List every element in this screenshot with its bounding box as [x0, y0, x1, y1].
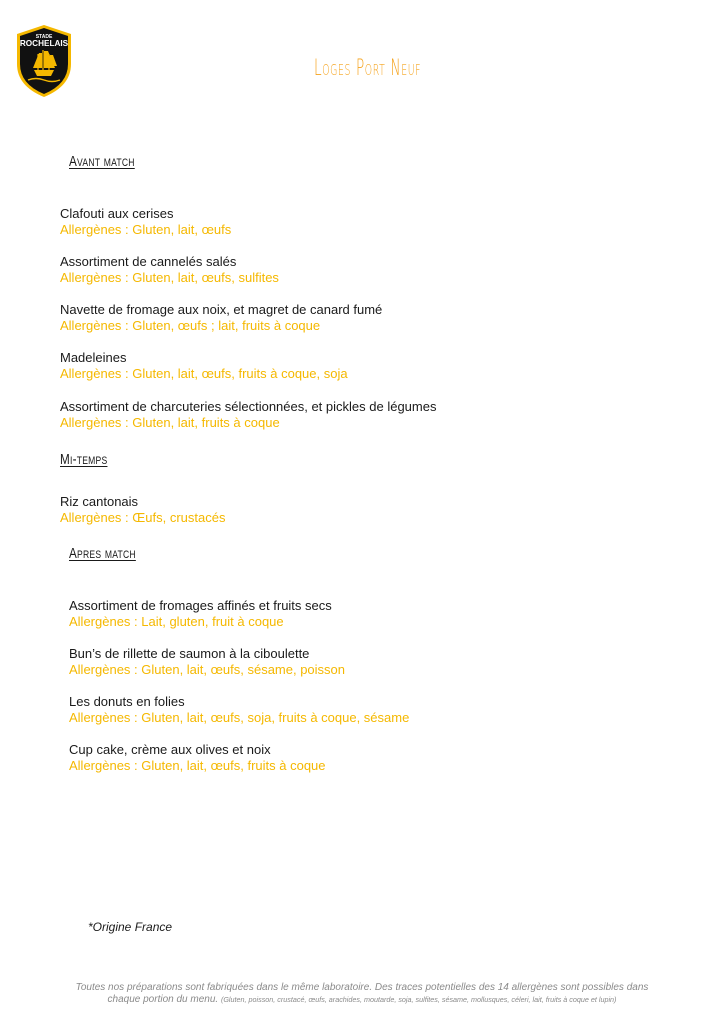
dish-allergens: Allergènes : Gluten, lait, œufs — [60, 222, 232, 237]
disclaimer-line-1: Toutes nos préparations sont fabriquées dans le même laboratoire. Des traces potentielles des 14 allergènes sont possibles dans — [75, 982, 649, 993]
menu-item — [60, 254, 279, 286]
menu-item — [69, 646, 345, 678]
allergen-list: (Gluten, poisson, crustacé, œufs, arachides, moutarde, soja, sulfites, sésame, mollusques, céleri, lait, fruits à coque et lupin) — [220, 995, 617, 1004]
dish-name: Clafouti aux cerises — [60, 206, 174, 221]
menu-item — [69, 598, 332, 630]
dish-allergens: Allergènes : Gluten, lait, fruits à coque — [60, 415, 280, 430]
section-title-mi-temps: Mi-temps — [60, 451, 108, 468]
allergen-disclaimer — [60, 982, 664, 1006]
stade-rochelais-logo — [14, 24, 74, 98]
dish-name: Riz cantonais — [60, 494, 139, 509]
dish-name: Assortiment de charcuteries sélectionnées, et pickles de légumes — [60, 399, 437, 414]
dish-allergens: Allergènes : Gluten, lait, œufs, fruits à coque — [69, 758, 326, 773]
dish-allergens: Allergènes : Gluten, lait, œufs, fruits à coque, soja — [60, 366, 348, 381]
dish-name: Les donuts en folies — [69, 694, 185, 709]
menu-item — [60, 399, 436, 431]
menu-item — [60, 302, 382, 334]
dish-name: Assortiment de cannelés salés — [60, 254, 237, 269]
disclaimer-line-2 — [60, 994, 664, 1006]
dish-allergens: Allergènes : Œufs, crustacés — [60, 510, 226, 525]
dish-name: Bun’s de rillette de saumon à la ciboulette — [69, 646, 310, 661]
dish-allergens: Allergènes : Lait, gluten, fruit à coque — [69, 614, 284, 629]
menu-item — [69, 694, 409, 726]
logo-text-top: STADE — [35, 34, 53, 40]
menu-item — [60, 494, 225, 526]
logo-text-main: ROCHELAIS — [19, 39, 69, 48]
dish-allergens: Allergènes : Gluten, lait, œufs, soja, fruits à coque, sésame — [69, 710, 410, 725]
dish-name: Cup cake, crème aux olives et noix — [69, 742, 271, 757]
dish-name: Navette de fromage aux noix, et magret de canard fumé — [60, 302, 383, 317]
dish-name: Madeleines — [60, 350, 127, 365]
menu-item — [60, 206, 231, 238]
dish-allergens: Allergènes : Gluten, lait, œufs, sulfites — [60, 270, 279, 285]
origin-note: *Origine France — [88, 920, 173, 934]
dish-allergens: Allergènes : Gluten, lait, œufs, sésame, poisson — [69, 662, 346, 677]
page-title: Loges Port Neuf — [314, 56, 422, 81]
dish-allergens: Allergènes : Gluten, œufs ; lait, fruits à coque — [60, 318, 321, 333]
dish-name: Assortiment de fromages affinés et fruits secs — [69, 598, 332, 613]
menu-item — [69, 742, 326, 774]
disclaimer-line-2-text: chaque portion du menu. — [107, 994, 219, 1005]
section-title-apres-match: Apres match — [69, 545, 136, 562]
section-title-avant-match: Avant match — [69, 153, 135, 170]
menu-item — [60, 350, 348, 382]
